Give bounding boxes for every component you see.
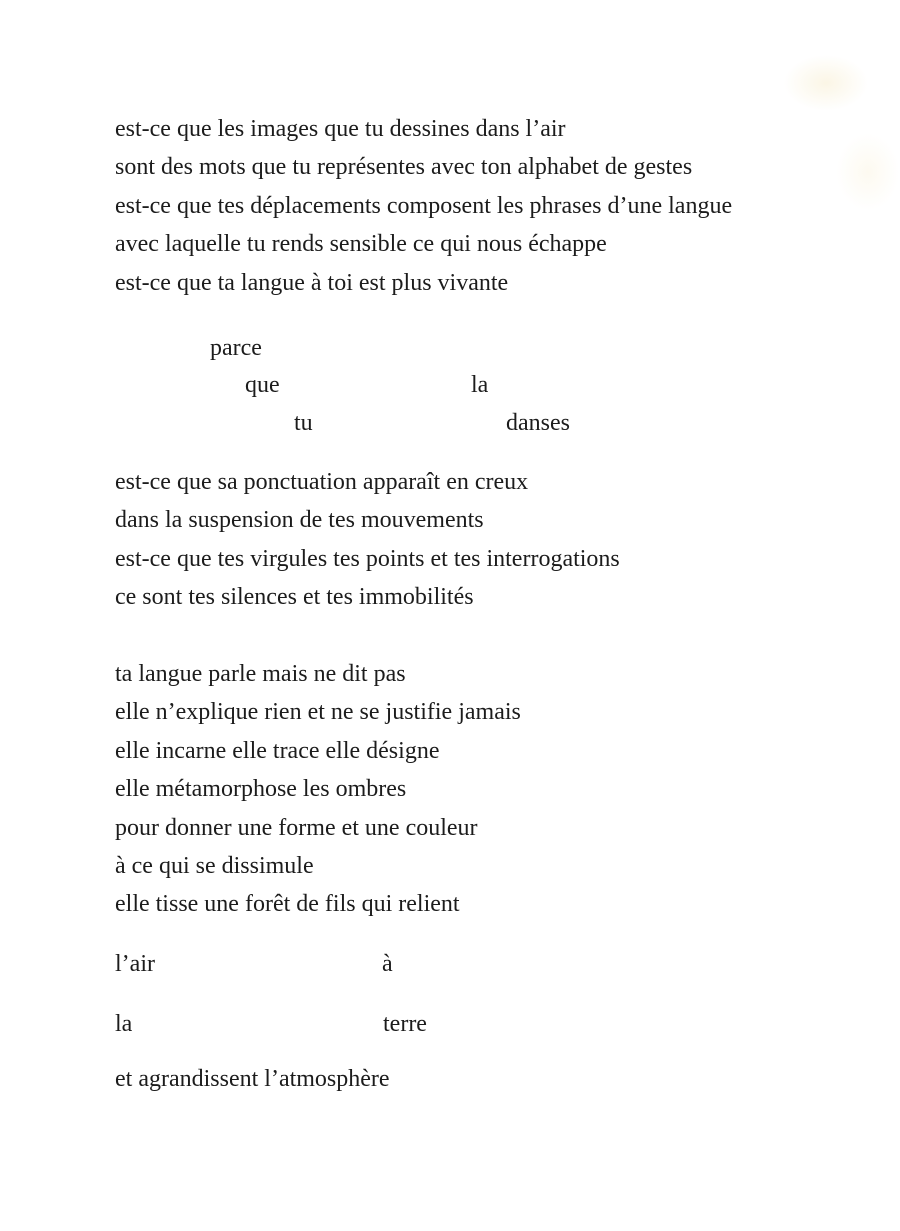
stanza-3	[115, 655, 521, 924]
ending-word-a: à	[382, 951, 393, 977]
poem-line: elle incarne elle trace elle désigne	[115, 737, 440, 764]
poem-line: ce sont tes silences et tes immobilités	[115, 584, 474, 611]
stanza-1	[115, 110, 732, 302]
poem-line: elle métamorphose les ombres	[115, 776, 407, 803]
poem-line: est-ce que les images que tu dessines dans l’air	[115, 116, 566, 142]
poem-line: est-ce que tes virgules tes points et tes interrogations	[115, 545, 620, 572]
poem-line: à ce qui se dissimule	[115, 853, 314, 880]
poem-line: elle tisse une forêt de fils qui relient	[115, 891, 460, 918]
poem-line: ta langue parle mais ne dit pas	[115, 661, 406, 687]
ending-line-atmosphere: et agrandissent l’atmosphère	[115, 1066, 390, 1092]
scattered-word-danses: danses	[506, 410, 570, 436]
scattered-word-parce: parce	[210, 335, 262, 361]
poem-line: dans la suspension de tes mouvements	[115, 507, 484, 534]
ending-word-lair: l’air	[115, 951, 155, 977]
poem-line: est-ce que ta langue à toi est plus vivante	[115, 269, 509, 296]
poem-line: sont des mots que tu représentes avec ton alphabet de gestes	[115, 154, 693, 181]
poem-line: est-ce que tes déplacements composent les phrases d’une langue	[115, 192, 733, 219]
poem-line: avec laquelle tu rends sensible ce qui nous échappe	[115, 231, 607, 258]
scattered-word-la: la	[471, 372, 489, 398]
scattered-word-tu: tu	[294, 410, 313, 436]
stanza-2	[115, 463, 620, 617]
ending-word-la: la	[115, 1011, 133, 1037]
poem-line: est-ce que sa ponctuation apparaît en creux	[115, 469, 529, 495]
poem-line: elle n’explique rien et ne se justifie jamais	[115, 699, 521, 726]
poem-line: pour donner une forme et une couleur	[115, 814, 478, 841]
scattered-word-que: que	[245, 372, 280, 398]
ending-word-terre: terre	[383, 1011, 427, 1037]
